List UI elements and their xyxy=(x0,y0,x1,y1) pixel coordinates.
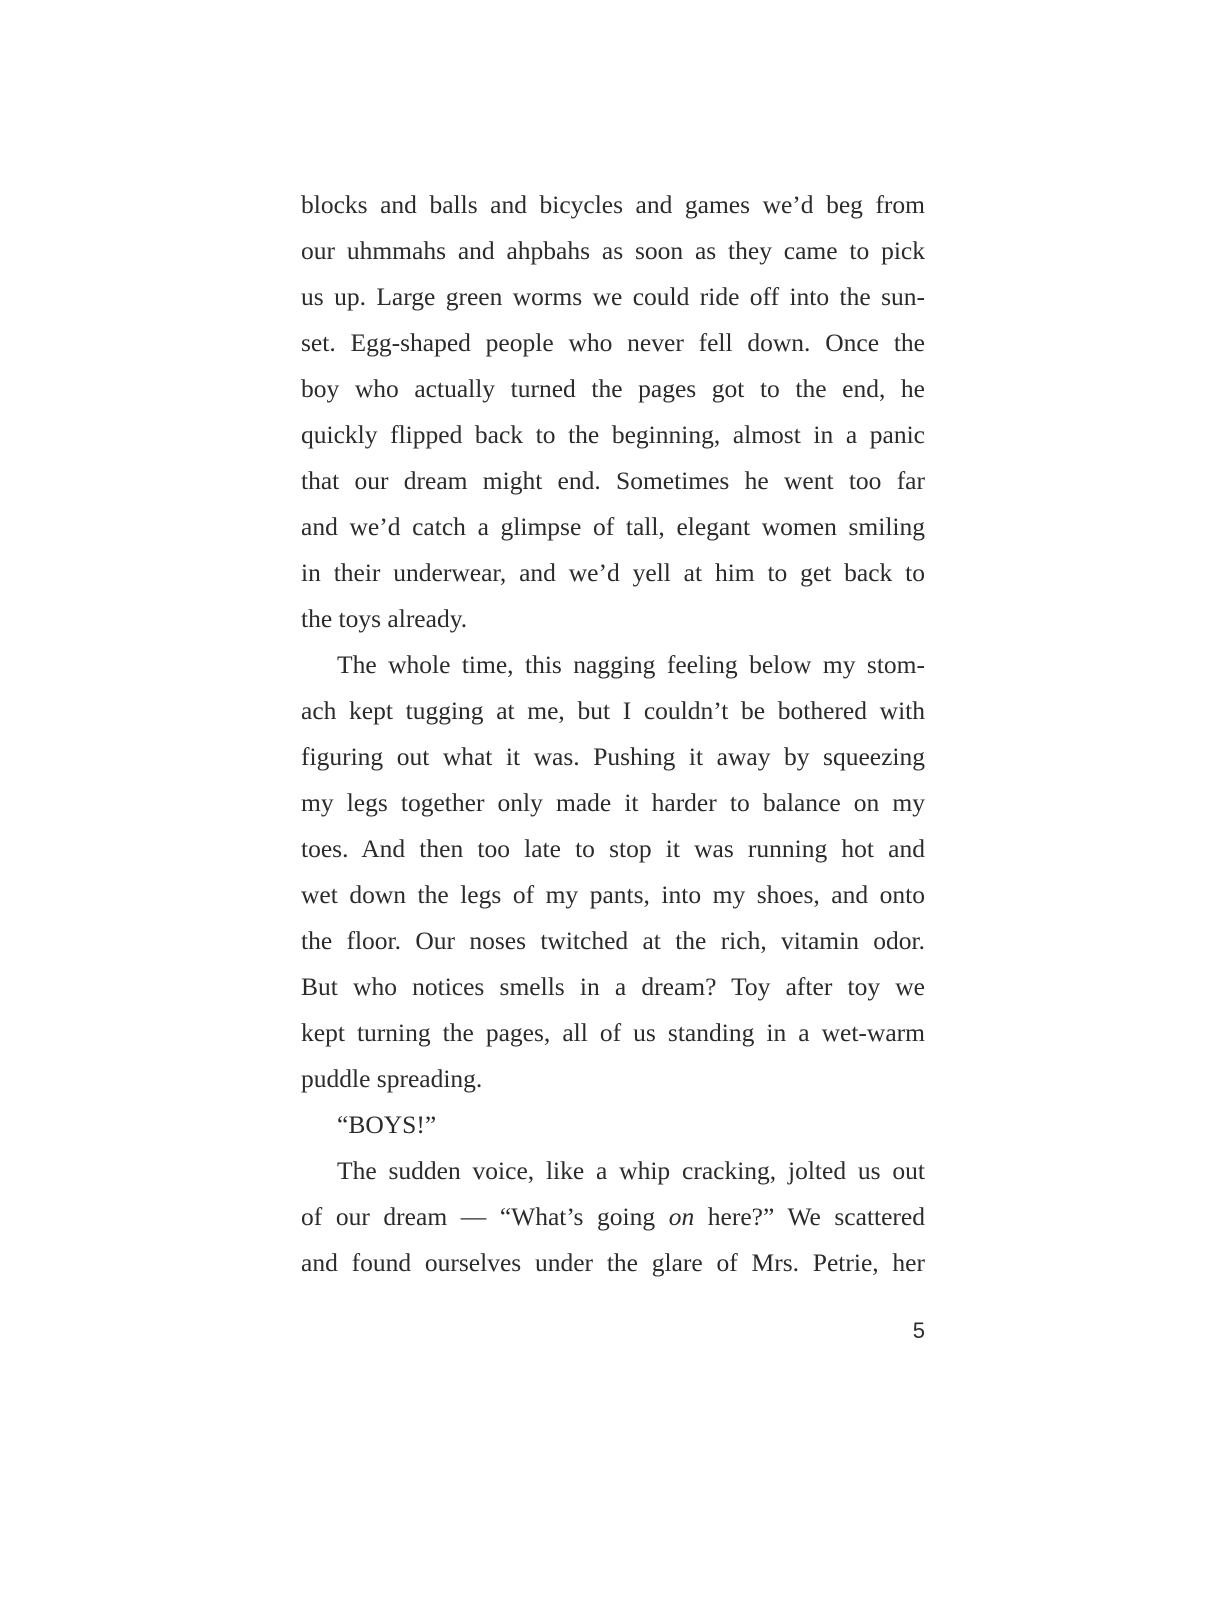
text-line: puddle spreading. xyxy=(301,1064,483,1093)
text-line: ach kept tugging at me, but I couldn’t be bothered with xyxy=(301,696,925,725)
text-line: the floor. Our noses twitched at the rich, vitamin odor. xyxy=(301,926,925,955)
paragraph-start-line: The whole time, this nagging feeling below my stom- xyxy=(337,650,925,679)
text-line: wet down the legs of my pants, into my shoes, and onto xyxy=(301,880,925,909)
text-line: But who notices smells in a dream? Toy after toy we xyxy=(301,972,925,1001)
text-line: and found ourselves under the glare of Mrs. Petrie, her xyxy=(301,1248,925,1277)
text-line: my legs together only made it harder to balance on my xyxy=(301,788,925,817)
text-segment: of our dream — “What’s going xyxy=(301,1202,669,1231)
text-line: blocks and balls and bicycles and games we’d beg from xyxy=(301,190,925,219)
body-text xyxy=(301,182,925,1286)
text-line: set. Egg-shaped people who never fell down. Once the xyxy=(301,328,925,357)
text-segment: here?” We scattered xyxy=(694,1202,925,1231)
text-line: our uhmmahs and ahpbahs as soon as they came to pick xyxy=(301,236,925,265)
text-line: that our dream might end. Sometimes he went too far xyxy=(301,466,925,495)
text-line: boy who actually turned the pages got to the end, he xyxy=(301,374,925,403)
page-number: 5 xyxy=(912,1318,925,1343)
text-line-with-italic xyxy=(301,1194,925,1240)
italic-emphasis: on xyxy=(668,1202,695,1231)
text-line: quickly flipped back to the beginning, almost in a panic xyxy=(301,420,925,449)
text-line: in their underwear, and we’d yell at him to get back to xyxy=(301,558,925,587)
dialogue-line: “BOYS!” xyxy=(337,1110,437,1139)
text-line: the toys already. xyxy=(301,604,468,633)
text-line: and we’d catch a glimpse of tall, elegant women smiling xyxy=(301,512,925,541)
text-line: us up. Large green worms we could ride off into the sun- xyxy=(301,282,925,311)
text-line: figuring out what it was. Pushing it away by squeezing xyxy=(301,742,925,771)
text-line: kept turning the pages, all of us standing in a wet-warm xyxy=(301,1018,925,1047)
text-line: toes. And then too late to stop it was running hot and xyxy=(301,834,925,863)
paragraph-start-line: The sudden voice, like a whip cracking, jolted us out xyxy=(337,1156,925,1185)
